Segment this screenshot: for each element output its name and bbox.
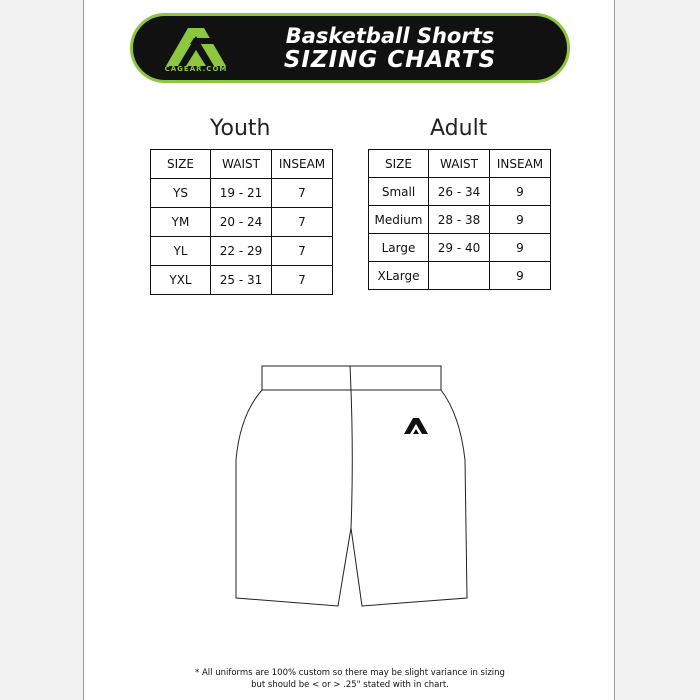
header-size: SIZE — [369, 150, 429, 178]
header-inseam: INSEAM — [490, 150, 551, 178]
waist-cell: 28 - 38 — [429, 206, 490, 234]
shorts-outline-icon — [230, 360, 480, 620]
table-row — [369, 262, 551, 290]
table-row — [151, 179, 333, 208]
size-cell: Large — [369, 234, 429, 262]
footnote-line2: but should be < or > .25" stated with in chart. — [251, 680, 449, 690]
table-header-row — [369, 150, 551, 178]
inseam-cell: 9 — [490, 234, 551, 262]
inseam-cell: 9 — [490, 262, 551, 290]
size-cell: Medium — [369, 206, 429, 234]
table-header-row — [151, 150, 333, 179]
footnote — [100, 667, 600, 691]
waist-cell — [429, 262, 490, 290]
table-row — [369, 178, 551, 206]
footnote-line1: * All uniforms are 100% custom so there may be slight variance in sizing — [195, 668, 505, 678]
adult-title: Adult — [430, 116, 488, 141]
youth-title: Youth — [210, 116, 271, 141]
size-cell: YS — [151, 179, 211, 208]
inseam-cell: 7 — [272, 208, 333, 237]
inseam-cell: 7 — [272, 266, 333, 295]
table-row — [151, 208, 333, 237]
table-row — [369, 234, 551, 262]
size-cell: Small — [369, 178, 429, 206]
size-cell: YM — [151, 208, 211, 237]
waist-cell: 25 - 31 — [211, 266, 272, 295]
waist-cell: 26 - 34 — [429, 178, 490, 206]
header-inseam: INSEAM — [272, 150, 333, 179]
inseam-cell: 7 — [272, 179, 333, 208]
table-row — [151, 266, 333, 295]
brand-text: CAGEAR.COM — [164, 65, 228, 73]
inseam-cell: 9 — [490, 206, 551, 234]
inseam-cell: 7 — [272, 237, 333, 266]
table-row — [369, 206, 551, 234]
header-waist: WAIST — [211, 150, 272, 179]
waist-cell: 29 - 40 — [429, 234, 490, 262]
size-cell: YL — [151, 237, 211, 266]
waist-cell: 22 - 29 — [211, 237, 272, 266]
shorts-logo-icon — [404, 418, 428, 434]
size-cell: XLarge — [369, 262, 429, 290]
size-cell: YXL — [151, 266, 211, 295]
banner-title: Basketball Shorts — [285, 24, 495, 48]
waist-cell: 19 - 21 — [211, 179, 272, 208]
banner-subtitle: SIZING CHARTS — [283, 47, 497, 73]
inseam-cell: 9 — [490, 178, 551, 206]
youth-size-table — [150, 149, 333, 295]
header-size: SIZE — [151, 150, 211, 179]
header-waist: WAIST — [429, 150, 490, 178]
waist-cell: 20 - 24 — [211, 208, 272, 237]
table-row — [151, 237, 333, 266]
adult-size-table — [368, 149, 551, 290]
